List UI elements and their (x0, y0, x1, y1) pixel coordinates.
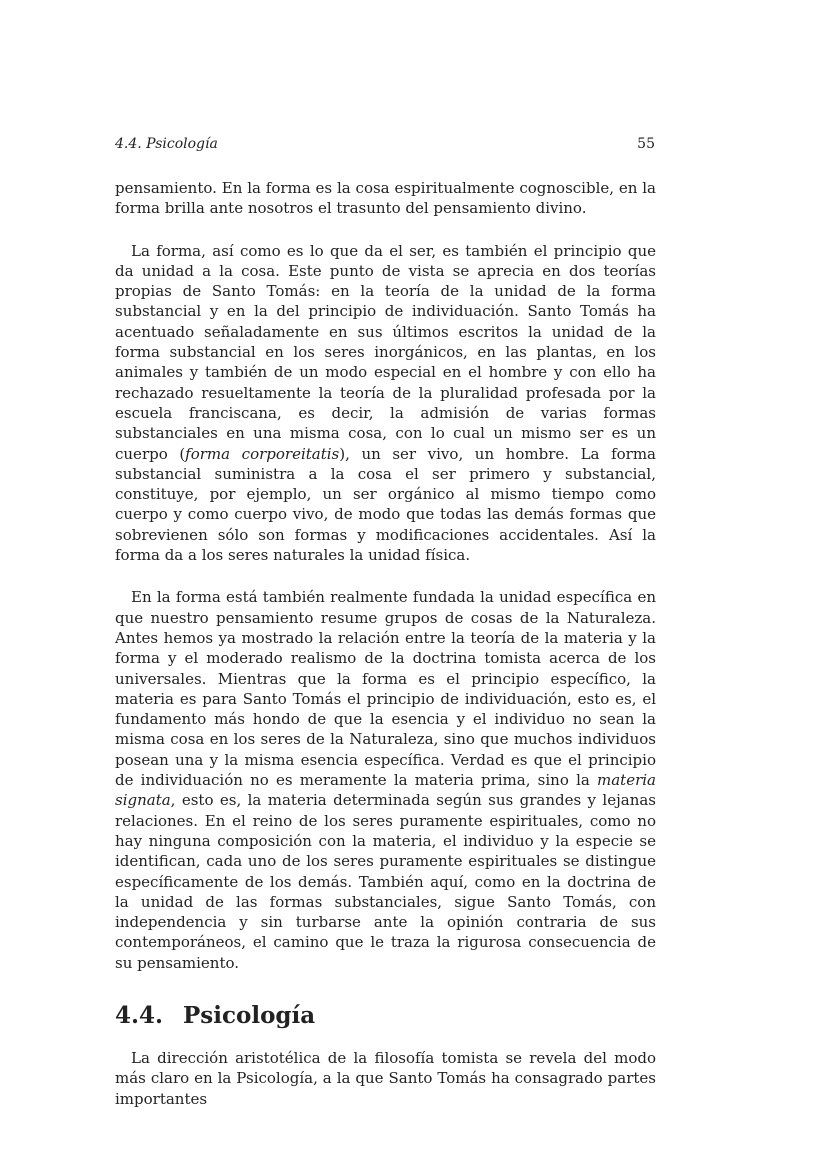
running-header (115, 136, 655, 156)
paragraph-text: ), un ser vivo, un hombre. La forma substancial suministra a la cosa el ser primero y substancial, constituye, por ejemplo, un ser orgánico al mismo tiempo como cuerpo y como cuerpo vivo, de modo que todas las demás formas que sobrevienen sólo son formas y modificaciones accidentales. Así la forma da a los seres naturales la unidad física. (115, 444, 656, 565)
paragraph (115, 587, 656, 973)
paragraph (115, 241, 656, 566)
paragraph-text: La forma, así como es lo que da el ser, es también el principio que da unidad a la cosa. Este punto de vista se aprecia en dos teorías propias de Santo Tomás: en la teoría de la unidad de la forma substancial y en la del principio de individuación. Santo Tomás ha acentuado señaladamente en sus últimos escritos la unidad de la forma substancial en los seres inorgánicos, en las plantas, en los animales y también de un modo especial en el hombre y con ello ha rechazado resueltamente la teoría de la pluralidad profesada por la escuela franciscana, es decir, la admisión de varias formas substanciales en una misma cosa, con lo cual un mismo ser es un cuerpo ( (115, 241, 656, 463)
section-heading (115, 1001, 656, 1031)
running-title: 4.4. Psicología (115, 136, 218, 152)
paragraph: La dirección aristotélica de la filosofía tomista se revela del modo más claro en la Psicología, a la que Santo Tomás ha consagrado partes importantes (115, 1048, 656, 1108)
section-title: Psicología (183, 1001, 316, 1029)
page-number: 55 (637, 136, 655, 152)
paragraph-text: En la forma está también realmente fundada la unidad específica en que nuestro pensamiento resume grupos de cosas de la Naturaleza. Antes hemos ya mostrado la relación entre la teoría de la materia y la forma y el moderado realismo de la doctrina tomista acerca de los universales. Mientras que la forma es el principio específico, la materia es para Santo Tomás el principio de individuación, esto es, el fundamento más hondo de que la esencia y el individuo no sean la misma cosa en los seres de la Naturaleza, sino que muchos individuos posean una y la misma esencia específica. Verdad es que el principio de individuación no es meramente la materia prima, sino la (115, 588, 656, 790)
latin-term: materia signata (115, 771, 656, 810)
paragraph: pensamiento. En la forma es la cosa espiritualmente cognoscible, en la forma brilla ante nosotros el trasunto del pensamiento divino. (115, 179, 656, 218)
page-body (115, 178, 656, 1109)
latin-term: forma corporeitatis (185, 444, 340, 463)
paragraph-text: , esto es, la materia determinada según sus grandes y lejanas relaciones. En el reino de los seres puramente espirituales, como no hay ninguna composición con la materia, el individuo y la especie se identifican, cada uno de los seres puramente espirituales se distingue específicamente de los demás. También aquí, como en la doctrina de la unidad de las formas substanciales, sigue Santo Tomás, con independencia y sin turbarse ante la opinión contraria de sus contemporáneos, el camino que le traza la rigurosa consecuencia de su pensamiento. (115, 791, 656, 972)
section-number: 4.4. (115, 1001, 164, 1029)
